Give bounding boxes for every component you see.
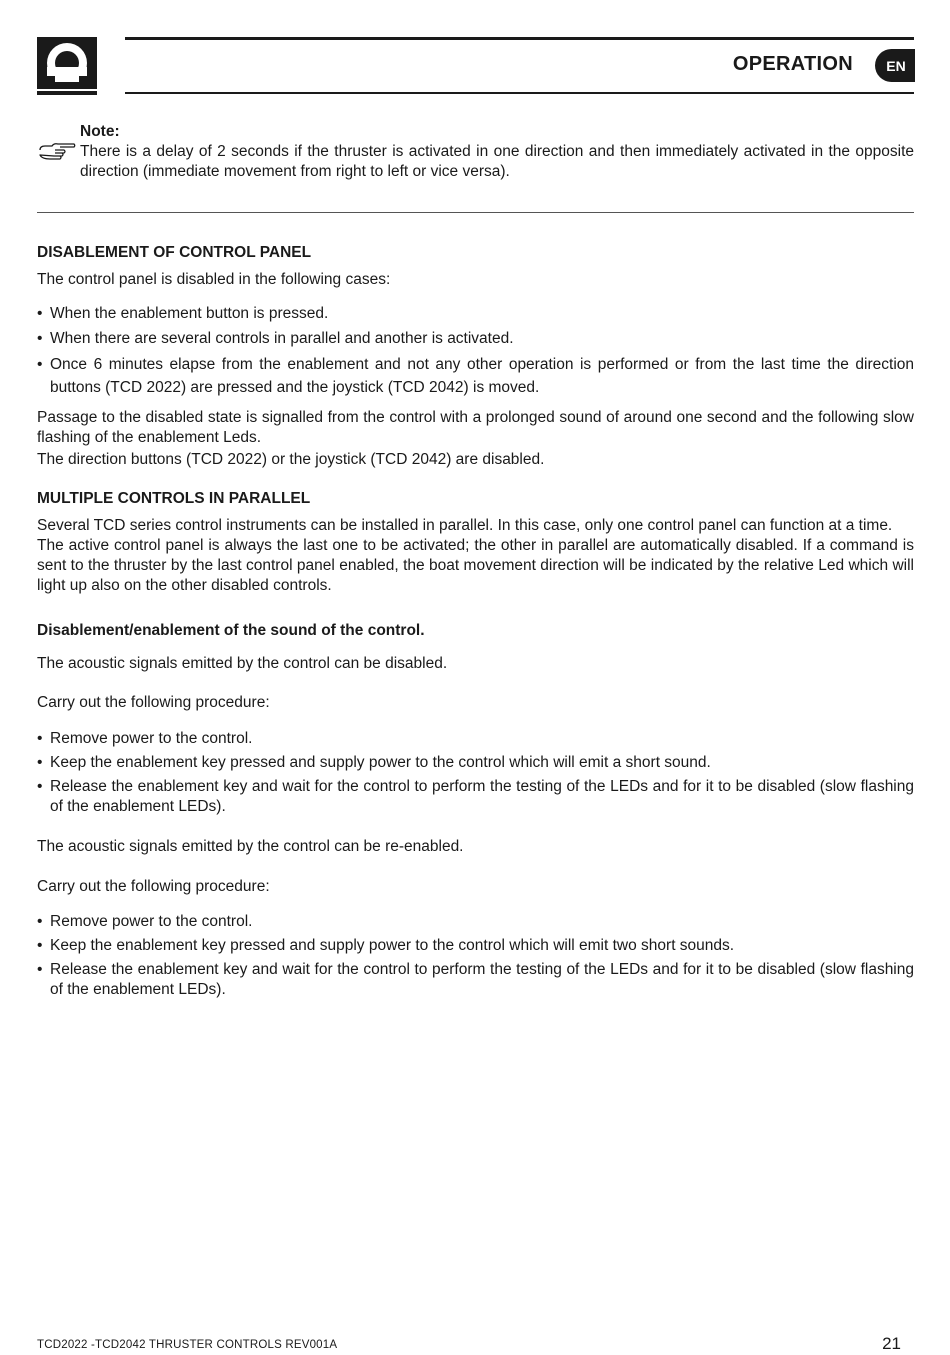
disablement-paragraph-2: The direction buttons (TCD 2022) or the joystick (TCD 2042) are disabled. bbox=[37, 451, 545, 468]
list-item: • When the enablement button is pressed. bbox=[37, 304, 914, 324]
brand-logo-icon bbox=[37, 37, 97, 95]
page-number: 21 bbox=[882, 1334, 901, 1353]
list-item: • Release the enablement key and wait for the control to perform the testing of the LEDs and for it to be disabled (slow flashing of the enablement LEDs). bbox=[37, 960, 914, 1000]
disablement-intro: The control panel is disabled in the following cases: bbox=[37, 271, 391, 288]
parallel-paragraph-2: The active control panel is always the last one to be activated; the other in parallel are automatically disabled. If a command is sent to the thruster by the last control panel enabled, the boat movement direction will be indicated by the relative Led which will light up also on the other disabled controls. bbox=[37, 537, 914, 594]
note-heading: Note: bbox=[80, 123, 120, 140]
section-divider bbox=[37, 212, 914, 213]
language-badge: EN bbox=[875, 49, 915, 82]
sound-disable-intro: The acoustic signals emitted by the control can be disabled. bbox=[37, 655, 448, 672]
list-item: • Once 6 minutes elapse from the enablement and not any other operation is performed or from the last time the direction buttons (TCD 2022) are pressed and the joystick (TCD 2042) is moved. bbox=[37, 353, 914, 399]
sound-enable-intro: The acoustic signals emitted by the control can be re-enabled. bbox=[37, 838, 464, 855]
list-item: • Remove power to the control. bbox=[37, 912, 914, 932]
sound-heading: Disablement/enablement of the sound of the control. bbox=[37, 622, 425, 639]
procedure-label: Carry out the following procedure: bbox=[37, 878, 270, 895]
footer-document-reference: TCD2022 -TCD2042 THRUSTER CONTROLS REV001A bbox=[37, 1339, 338, 1351]
note-block bbox=[80, 122, 914, 182]
parallel-paragraph-1: Several TCD series control instruments can be installed in parallel. In this case, only one control panel can function at a time. bbox=[37, 517, 893, 534]
header-top-rule bbox=[125, 37, 914, 40]
header-bottom-rule bbox=[125, 92, 914, 94]
parallel-heading: MULTIPLE CONTROLS IN PARALLEL bbox=[37, 490, 311, 507]
disable-steps-list bbox=[37, 729, 914, 817]
list-item: • Release the enablement key and wait for the control to perform the testing of the LEDs and for it to be disabled (slow flashing of the enablement LEDs). bbox=[37, 777, 914, 817]
list-item: • Keep the enablement key pressed and supply power to the control which will emit a short sound. bbox=[37, 753, 914, 773]
section-title: OPERATION bbox=[732, 53, 853, 75]
list-item: • Keep the enablement key pressed and supply power to the control which will emit two short sounds. bbox=[37, 936, 914, 956]
list-item: • Remove power to the control. bbox=[37, 729, 914, 749]
note-text: There is a delay of 2 seconds if the thruster is activated in one direction and then immediately activated in the opposite direction (immediate movement from right to left or vice versa). bbox=[80, 143, 914, 180]
disablement-paragraph-1: Passage to the disabled state is signalled from the control with a prolonged sound of around one second and the following slow flashing of the enablement Leds. bbox=[37, 409, 914, 446]
disablement-list bbox=[37, 304, 914, 399]
list-item: • When there are several controls in parallel and another is activated. bbox=[37, 329, 914, 349]
enable-steps-list bbox=[37, 912, 914, 1000]
disablement-heading: DISABLEMENT OF CONTROL PANEL bbox=[37, 244, 312, 261]
pointing-hand-icon bbox=[38, 141, 76, 163]
main-content bbox=[37, 243, 914, 1000]
procedure-label: Carry out the following procedure: bbox=[37, 694, 270, 711]
